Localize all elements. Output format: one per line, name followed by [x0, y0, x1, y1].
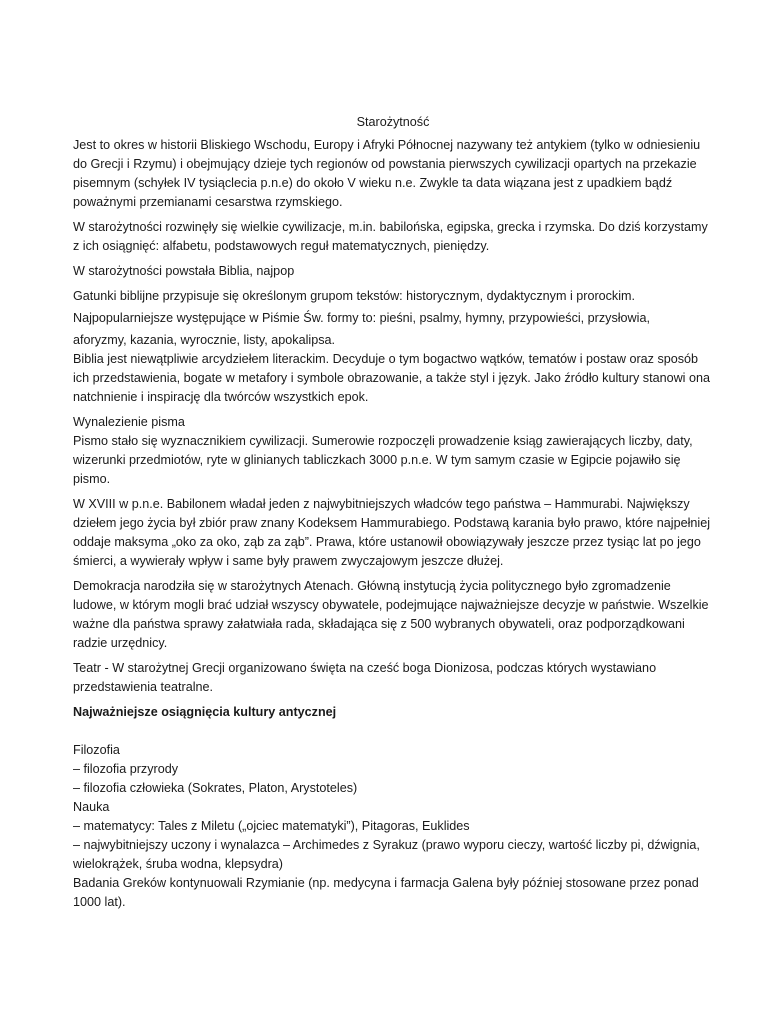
paragraph-biblical-genres: Gatunki biblijne przypisuje się określonym grupom tekstów: historycznym, dydaktycznym i prorockim. — [73, 289, 636, 303]
paragraph-writing-heading: Wynalezienie pisma — [73, 415, 185, 429]
list-item: Nauka — [73, 800, 110, 814]
paragraph-writing: Pismo stało się wyznacznikiem cywilizacji. Sumerowie rozpoczęli prowadzenie ksiąg zawierających liczby, daty, wizerunki przedmiotów, ryte w glinianych tabliczkach 3000 p.n.e. W tym samym czasie w Egipcie pojawiło się pismo. — [73, 434, 693, 486]
paragraph-intro: Jest to okres w historii Bliskiego Wschodu, Europy i Afryki Północnej nazywany też antykiem (tylko w odniesieniu do Grecji i Rzymu) i obejmujący dzieje tych regionów od powstania pierwszych cywilizacji opartych na przekazie pisemnym (schyłek IV tysiąclecia p.n.e) do około V wieku n.e. Zwykle ta data wiązana jest z upadkiem bądź poważnymi przemianami cesarstwa rzymskiego. — [73, 138, 701, 209]
paragraph-theatre: Teatr - W starożytnej Grecji organizowano święta na cześć boga Dionizosa, podczas których wystawiano przedstawienia teatralne. — [73, 661, 657, 694]
paragraph-hammurabi: W XVIII w p.n.e. Babilonem władał jeden z najwybitniejszych władców tego państwa – Hammurabi. Największy dziełem jego życia był zbiór praw znany Kodeksem Hammurabiego. Podstawą karania było prawo, które najpełniej oddaje maksyma „oko za oko, ząb za ząb”. Prawa, które ustanowił obowiązywały jeszcze przez tysiąc lat po jego śmierci, a wywierały wpływ i same były prawem zwyczajowym jeszcze dłużej. — [73, 497, 711, 568]
paragraph-civilizations: W starożytności rozwinęły się wielkie cywilizacje, m.in. babilońska, egipska, grecka i rzymska. Do dziś korzystamy z ich osiągnięć: alfabetu, podstawowych reguł matematycznych, pieniędzy. — [73, 220, 708, 253]
paragraph-bible-masterpiece: Biblia jest niewątpliwie arcydziełem literackim. Decyduje o tym bogactwo wątków, tematów i postaw oraz sposób ich przedstawienia, bogate w metafory i symbole obrazowanie, a także styl i język. Jako źródło kultury stanowi ona natchnienie i inspirację dla twórców wszystkich epok. — [73, 352, 710, 404]
list-item: – matematycy: Tales z Miletu („ojciec matematyki”), Pitagoras, Euklides — [73, 819, 470, 833]
list-item: Filozofia — [73, 743, 120, 757]
paragraph-bible: W starożytności powstała Biblia, najpop — [73, 264, 295, 278]
list-item: Badania Greków kontynuowali Rzymianie (np. medycyna i farmacja Galena były później stosowane przez ponad 1000 lat). — [73, 876, 699, 909]
document-page — [73, 113, 713, 912]
document-title: Starożytność — [356, 115, 430, 129]
paragraph-biblical-forms: Najpopularniejsze występujące w Piśmie Św. formy to: pieśni, psalmy, hymny, przypowieści, przysłowia, — [73, 311, 650, 325]
list-item: – najwybitniejszy uczony i wynalazca – Archimedes z Syrakuz (prawo wyporu cieczy, wartość liczby pi, dźwignia, wielokrążek, śruba wodna, klepsydra) — [73, 838, 700, 871]
paragraph-democracy: Demokracja narodziła się w starożytnych Atenach. Główną instytucją życia politycznego było zgromadzenie ludowe, w którym mogli brać udział wszyscy obywatele, podejmujące najważniejsze decyzje w państwie. Wszelkie ważne dla państwa sprawy załatwiała rada, składająca się z 500 wybranych obywateli, oraz podporządkowani radzie urzędnicy. — [73, 579, 709, 650]
blank-line — [73, 722, 713, 741]
list-item: – filozofia przyrody — [73, 762, 178, 776]
section-heading: Najważniejsze osiągnięcia kultury antycznej — [73, 705, 337, 719]
list-item: – filozofia człowieka (Sokrates, Platon, Arystoteles) — [73, 781, 358, 795]
paragraph-biblical-forms-cont: aforyzmy, kazania, wyrocznie, listy, apokalipsa. — [73, 333, 336, 347]
